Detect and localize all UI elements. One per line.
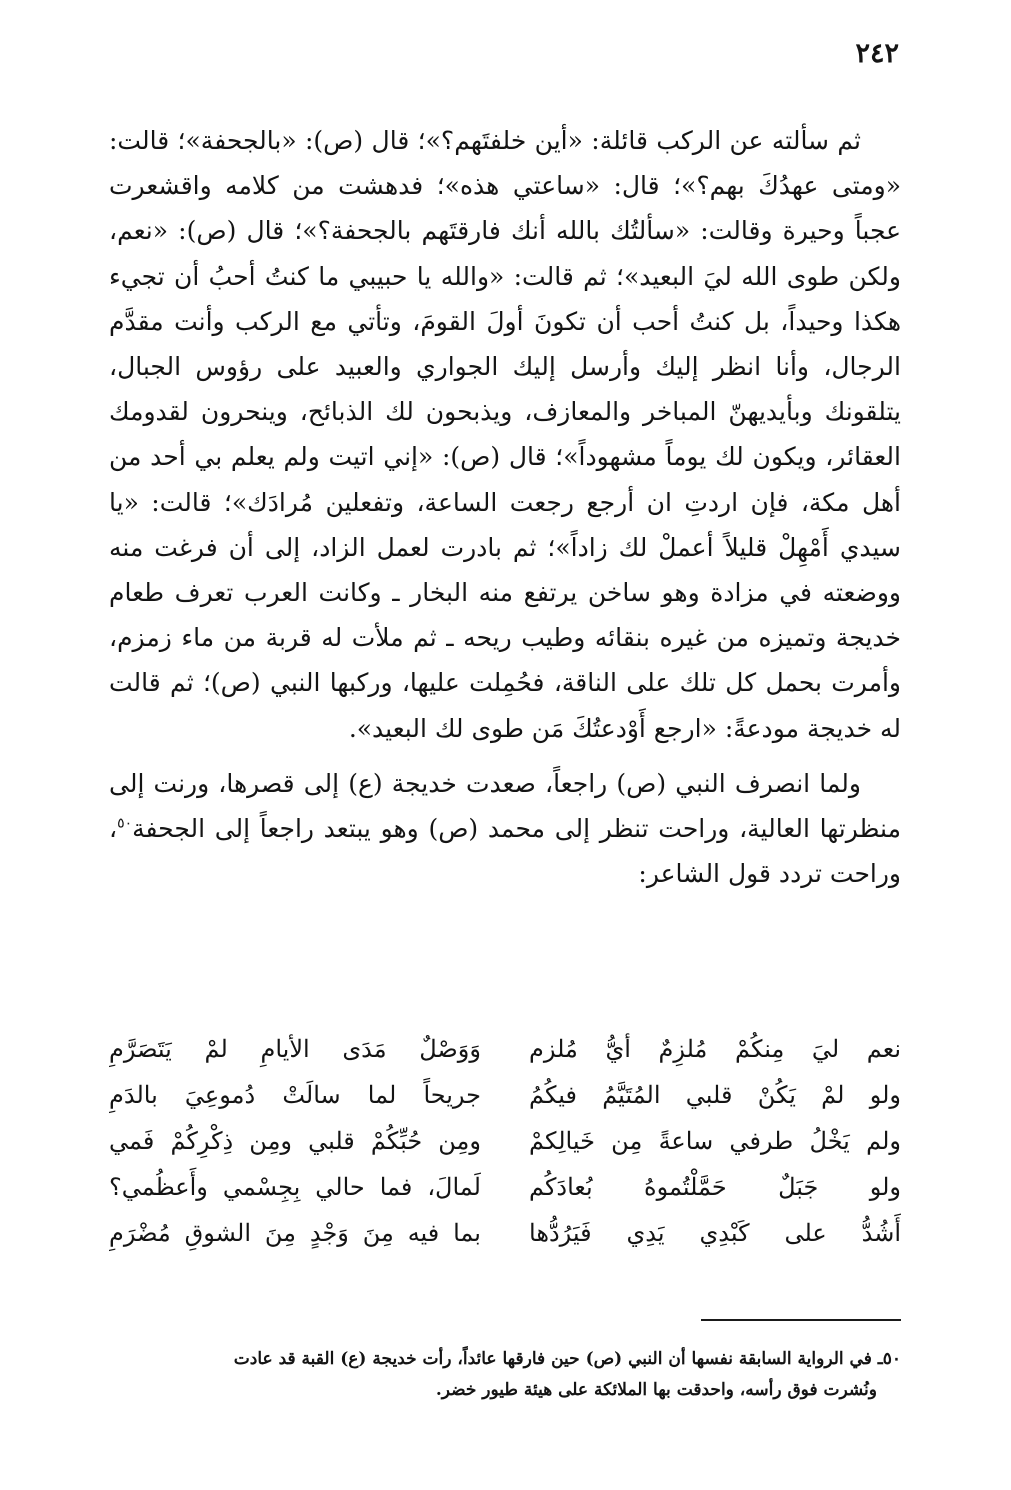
paragraph-2-text: ولما انصرف النبي (ص) راجعاً، صعدت خديجة (ع) إلى قصرها، ورنت إلى منظرتها العالية، وراحت تنظر إلى محمد (ص) وهو يبتعد راجعاً إلى الجحفة xyxy=(109,768,901,844)
verse-second-hemistich: جريحاً لما سالَتْ دُموعِيَ بالدَمِ xyxy=(109,1081,481,1109)
verse-first-hemistich: ولو جَبَلٌ حَمَّلْتُموهُ بُعادَكُم xyxy=(529,1173,901,1201)
poem-verse xyxy=(109,1026,901,1072)
paragraph-2 xyxy=(109,761,901,897)
poem-verse xyxy=(109,1118,901,1164)
verse-second-hemistich: بما فيه مِنَ وَجْدٍ مِنَ الشوقِ مُضْرَمِ xyxy=(109,1219,481,1247)
paragraph-1: ثم سألته عن الركب قائلة: «أين خلفتَهم؟»؛ قال (ص): «بالجحفة»؛ قالت: «ومتى عهدُكَ بهم؟»؛ قال: «ساعتي هذه»؛ فدهشت من كلامه واقشعرت عجباً وحيرة وقالت: «سألتُك بالله أنك فارقتَهم بالجحفة؟»؛ قال (ص): «نعم، ولكن طوى الله ليَ البعيد»؛ ثم قالت: «والله يا حبيبي ما كنتُ أحبُ أن تجيء هكذا وحيداً، بل كنتُ أحب أن تكونَ أولَ القومَ، وتأتي مع الركب وأنت مقدَّم الرجال، وأنا انظر إليك وأرسل إليك الجواري والعبيد على رؤوس الجبال، يتلقونك وبأيديهنّ المباخر والمعازف، ويذبحون لك الذبائح، وينحرون لقدومك العقائر، ويكون لك يوماً مشهوداً»؛ قال (ص): «إني اتيت ولم يعلم بي أحد من أهل مكة، فإن اردتِ ان أرجع رجعت الساعة، وتفعلين مُرادَك»؛ قالت: «يا سيدي أَمْهِلْ قليلاً أعملْ لك زاداً»؛ ثم بادرت لعمل الزاد، إلى أن فرغت منه ووضعته في مزادة وهو ساخن يرتفع منه البخار ـ وكانت العرب تعرف طعام خديجة وتميزه من غيره بنقائه وطيب ريحه ـ ثم ملأت له قربة من ماء زمزم، وأمرت بحمل كل تلك على الناقة، فحُمِلت عليها، وركبها النبي (ص)؛ ثم قالت له خديجة مودعةً: «ارجع أَوْدعتُكَ مَن طوى لك البعيد». xyxy=(109,126,902,743)
page-number: ٢٤٢ xyxy=(855,38,899,69)
verse-second-hemistich: لَمالَ، فما حالي بِجِسْمي وأَعظُمي؟ xyxy=(109,1173,481,1201)
footnote-continuation: ونُشرت فوق رأسه، واحدقت بها الملائكة على هيئة طيور خضر. xyxy=(435,1380,877,1400)
verse-second-hemistich: وَوَصْلٌ مَدَى الأيامِ لمْ يَتَصَرَّمِ xyxy=(109,1035,481,1063)
footnote-reference: ٥٠ xyxy=(117,815,133,832)
footnotes xyxy=(111,1344,901,1406)
poem-verse xyxy=(109,1164,901,1210)
poem-verse xyxy=(109,1072,901,1118)
verse-first-hemistich: ولو لمْ يَكُنْ قلبي المُتَيَّمُ فيكُمُ xyxy=(529,1081,901,1109)
footnote-text: في الرواية السابقة نفسها أن النبي (ص) حين فارقها عائداً، رأت خديجة (ع) القبة قد عادت xyxy=(233,1349,872,1369)
footnote-marker: ٥٠ـ xyxy=(877,1349,901,1369)
footnote xyxy=(111,1344,901,1406)
verse-first-hemistich: أَشُدُّ على كَبْدِي يَدِي فَيَرُدُّها xyxy=(529,1219,901,1247)
poem xyxy=(109,1026,901,1256)
paragraph-2-ending: ، وراحت تردد قول الشاعر: xyxy=(109,814,901,889)
body-text xyxy=(109,118,901,896)
poem-verse xyxy=(109,1210,901,1256)
footnote-divider xyxy=(701,1319,901,1321)
verse-first-hemistich: ولم يَخْلُ طرفي ساعةً مِن خَيالِكمْ xyxy=(529,1127,901,1155)
verse-first-hemistich: نعم ليَ مِنكُمْ مُلزِمٌ أيُّ مُلزم xyxy=(529,1035,901,1063)
verse-second-hemistich: ومِن حُبِّكُمْ قلبي ومِن ذِكْرِكُمْ فَمي xyxy=(109,1127,481,1155)
